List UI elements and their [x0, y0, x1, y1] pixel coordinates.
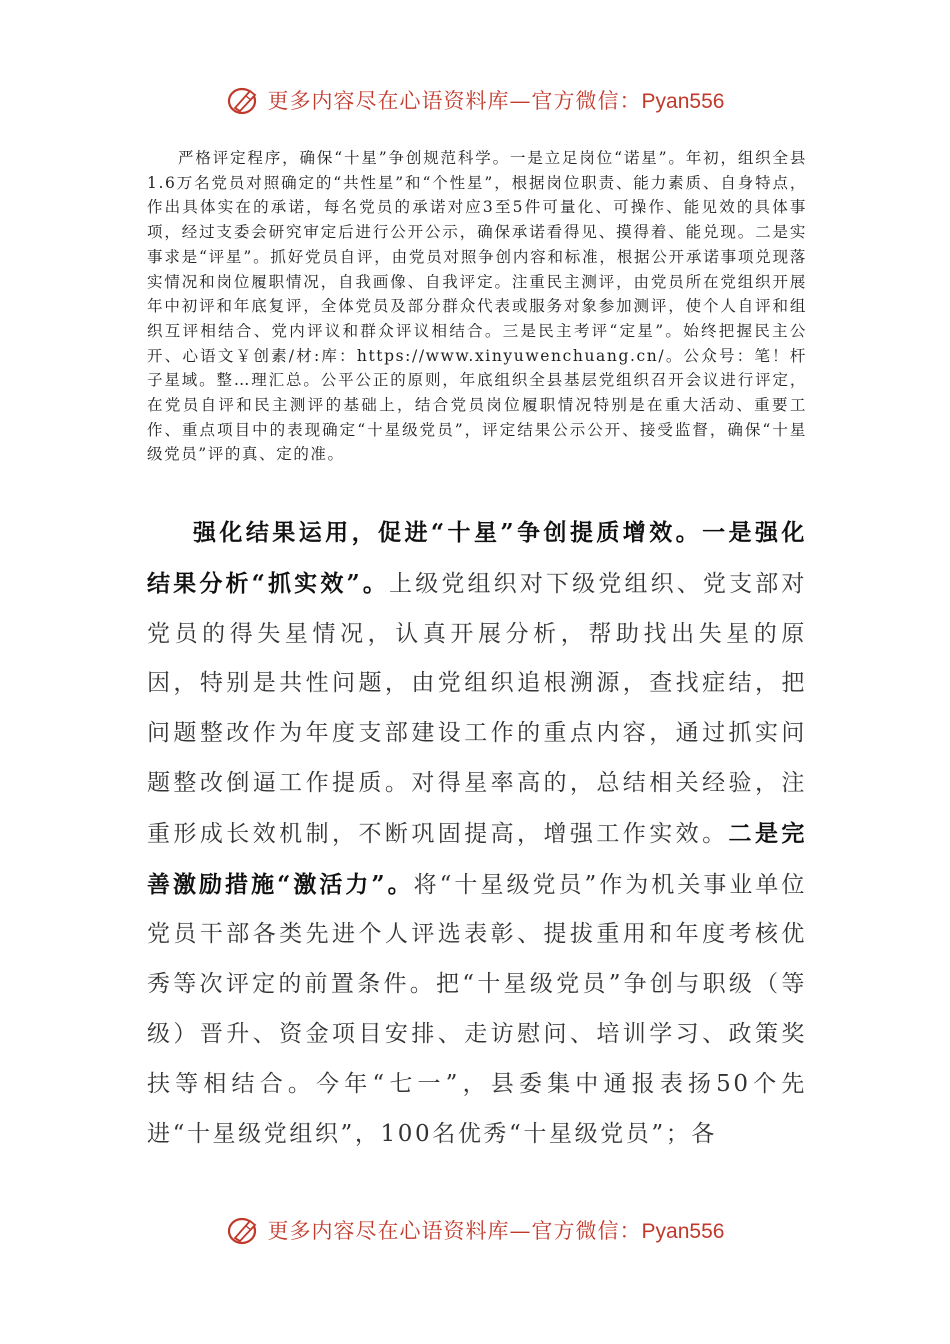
paragraph-body-1: 上级党组织对下级党组织、党支部对党员的得失星情况，认真开展分析，帮助找出失星的原因，特别是共性问题，由党组织追根溯源，查找症结，把问题整改作为年度支部建设工作的重点内容，通过抓实问题整改倒逼工作提质。对得星率高的，总结相关经验，注重形成长效机制，不断巩固提高，增强工作实效。	[147, 570, 807, 847]
banner-site-text: 更多内容尽在心语资料库	[267, 89, 510, 113]
paragraph-body-2: 将“十星级党员”作为机关事业单位党员干部各类先进个人评选表彰、提拔重用和年度考核优秀等次评定的前置条件。把“十星级党员”争创与职级（等级）晋升、资金项目安排、走访慰问、培训学习、政策奖扶等相结合。今年“七一”，县委集中通报表扬50个先进“十星级党组织”，100名优秀“十星级党员”；各	[147, 871, 807, 1147]
banner-text	[268, 85, 725, 115]
pen-nib-logo-icon	[226, 84, 262, 116]
body-paragraph-2	[147, 508, 807, 1159]
banner-wechat-label: 官方微信：	[531, 89, 642, 113]
paragraph-subheading: 二是完善激励措施“激活力”。	[147, 819, 807, 898]
banner-wechat-label: 官方微信：	[531, 1219, 642, 1243]
banner-site-text: 更多内容尽在心语资料库	[267, 1219, 510, 1243]
banner-wechat-handle: Pyan556	[641, 90, 725, 113]
banner-wechat-handle: Pyan556	[641, 1220, 725, 1243]
banner-text	[268, 1215, 725, 1245]
body-paragraph-1: 严格评定程序，确保“十星”争创规范科学。一是立足岗位“诺星”。年初，组织全县1.6万名党员对照确定的“共性星”和“个性星”，根据岗位职责、能力素质、自身特点，作出具体实在的承诺，每名党员的承诺对应3至5件可量化、可操作、能见效的具体事项，经过支委会研究审定后进行公开公示，确保承诺看得见、摸得着、能兑现。二是实事求是“评星”。抓好党员自评，由党员对照争创内容和标准，根据公开承诺事项兑现落实情况和岗位履职情况，自我画像、自我评定。注重民主测评，由党员所在党组织开展年中初评和年底复评，全体党员及部分群众代表或服务对象参加测评，使个人自评和组织互评相结合、党内评议和群众评议相结合。三是民主考评“定星”。始终把握民主公开、心语文￥创素/材:库：https://www.xinyuwenchuang.cn/。公众号：笔！杆子星域。整…理汇总。公平公正的原则，年底组织全县基层党组织召开会议进行评定，在党员自评和民主测评的基础上，结合党员岗位履职情况特别是在重大活动、重要工作、重点项目中的表现确定“十星级党员”，评定结果公示公开、接受监督，确保“十星级党员”评的真、定的准。	[147, 149, 807, 464]
paragraph-heading: 强化结果运用，促进“十星”争创提质增效。一是强化结果分析“抓实效”。	[147, 519, 807, 597]
header-banner	[0, 80, 950, 120]
footer-banner	[0, 1210, 950, 1250]
banner-dash: —	[509, 1219, 532, 1243]
pen-nib-logo-icon	[226, 1214, 262, 1246]
banner-dash: —	[509, 89, 532, 113]
